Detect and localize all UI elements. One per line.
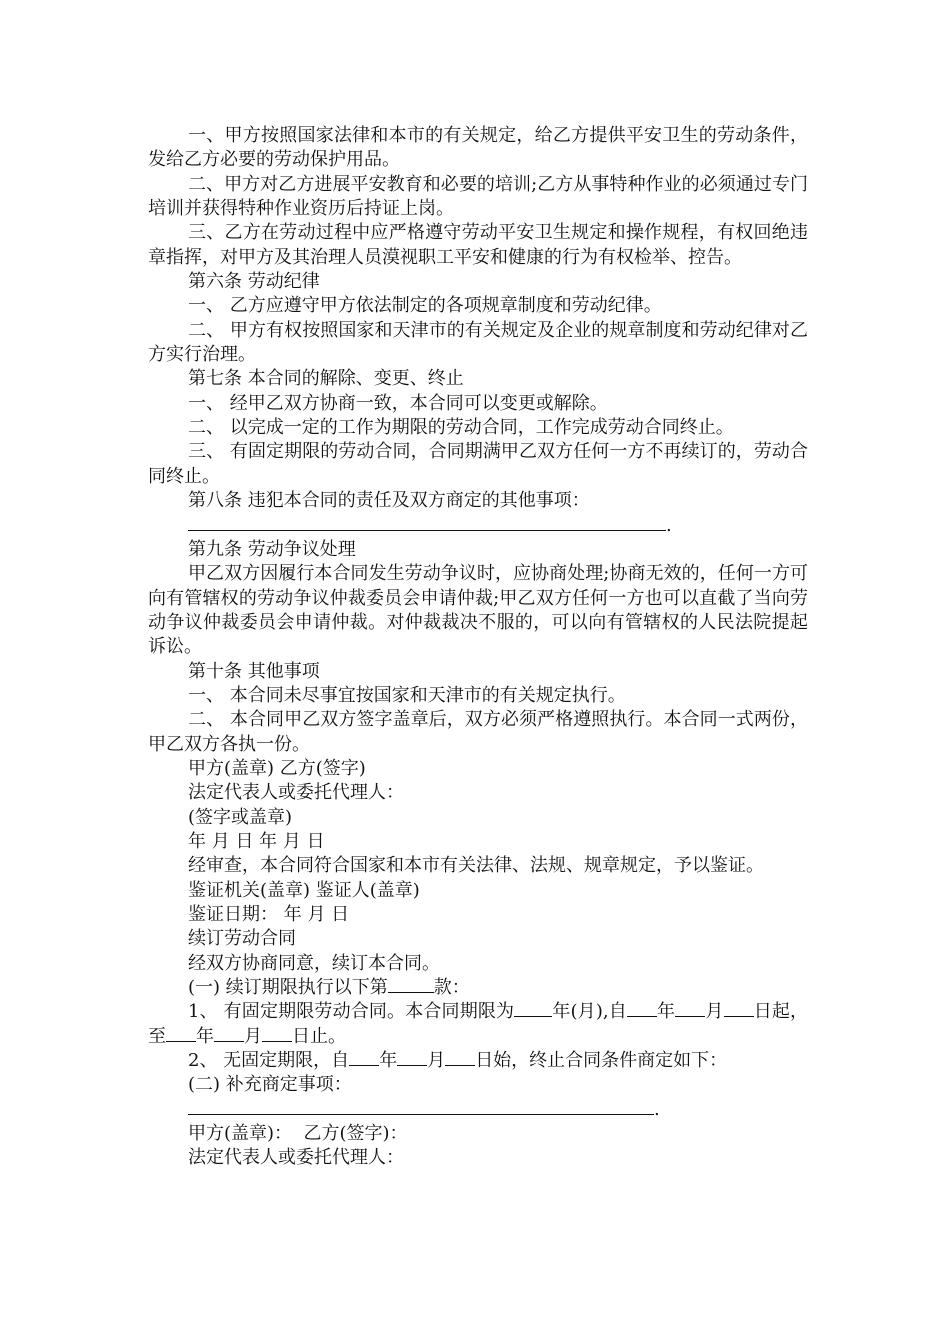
blank-underline — [445, 1049, 475, 1066]
blank-underline — [349, 1049, 379, 1066]
authentication-parties: 鉴证机关(盖章) 鉴证人(盖章) — [188, 879, 420, 901]
supplement-item: (二) 补充商定事项： — [188, 1074, 352, 1096]
article-10-heading: 第十条 其他事项 — [188, 660, 320, 682]
contract-body — [148, 124, 808, 1171]
renewal-signature-parties: 甲方(盖章)： 乙方(签字)： — [188, 1123, 408, 1145]
line-end-period: . — [654, 1098, 660, 1120]
renewal-heading: 续订劳动合同 — [188, 928, 296, 950]
fixed-term-option — [148, 1000, 808, 1049]
text: 年(月),自 — [552, 1001, 627, 1023]
blank-underline — [675, 1000, 705, 1017]
article-8-heading: 第八条 违犯本合同的责任及双方商定的其他事项： — [188, 490, 590, 512]
fill-in-line — [148, 514, 808, 538]
blank-underline — [514, 1000, 552, 1017]
blank-underline — [724, 1000, 754, 1017]
clause-paragraph: 一、 乙方应遵守甲方依法制定的各项规章制度和劳动纪律。 — [188, 295, 662, 317]
article-6-heading: 第六条 劳动纪律 — [188, 271, 320, 293]
line-end-period: . — [666, 514, 672, 536]
blank-underline — [262, 1025, 292, 1042]
text: 月 — [427, 1050, 446, 1072]
text: 月 — [705, 1001, 724, 1023]
review-statement: 经审查，本合同符合国家和本市有关法律、法规、规章规定，予以鉴证。 — [188, 855, 764, 877]
clause-paragraph: 三、乙方在劳动过程中应严格遵守劳动平安卫生规定和操作规程，有权回绝违章指挥，对甲方及其治理人员漠视职工平安和健康的行为有权检举、控告。 — [148, 222, 808, 268]
signature-dates: 年 月 日 年 月 日 — [188, 830, 325, 852]
article-9-heading: 第九条 劳动争议处理 — [188, 538, 356, 560]
blank-underline — [397, 1049, 427, 1066]
renewal-agreement: 经双方协商同意，续订本合同。 — [188, 952, 440, 974]
clause-paragraph: 二、 以完成一定的工作为期限的劳动合同，工作完成劳动合同终止。 — [188, 417, 734, 439]
clause-paragraph: 二、甲方对乙方进展平安教育和必要的培训;乙方从事特种作业的必须通过专门培训并获得特种作业资历后持证上岗。 — [148, 173, 808, 220]
clause-paragraph: 二、 本合同甲乙双方签字盖章后，双方必须严格遵照执行。本合同一式两份，甲乙双方各执一份。 — [148, 709, 808, 755]
text: (一) 续订期限执行以下第 — [188, 977, 388, 999]
blank-underline — [214, 1025, 244, 1042]
text: 月 — [244, 1025, 262, 1047]
clause-paragraph: 一、 本合同未尽事宜按国家和天津市的有关规定执行。 — [188, 684, 626, 706]
text: 年 — [656, 1001, 676, 1023]
text: 2、 无固定期限，自 — [188, 1050, 350, 1072]
clause-paragraph: 二、 甲方有权按照国家和天津市的有关规定及企业的规章制度和劳动纪律对乙方实行治理。 — [148, 319, 808, 366]
signature-parties: 甲方(盖章) 乙方(签字) — [188, 757, 366, 779]
article-7-heading: 第七条 本合同的解除、变更、终止 — [188, 368, 464, 390]
text: 日起，至 — [148, 1001, 809, 1047]
text: 年 — [379, 1050, 398, 1072]
text: 年 — [196, 1025, 214, 1047]
renewal-representative-label: 法定代表人或委托代理人： — [188, 1147, 404, 1169]
representative-label: 法定代表人或委托代理人： — [188, 782, 404, 804]
text: 日始，终止合同条件商定如下： — [475, 1050, 728, 1072]
text: 1、 有固定期限劳动合同。本合同期限为 — [188, 1001, 515, 1023]
blank-underline — [188, 1098, 654, 1115]
clause-paragraph: 三、 有固定期限的劳动合同，合同期满甲乙双方任何一方不再续订的，劳动合同终止。 — [148, 441, 808, 487]
fill-in-line — [148, 1098, 808, 1122]
sign-or-seal: (签字或盖章) — [188, 806, 293, 828]
authentication-date: 鉴证日期： 年 月 日 — [188, 904, 350, 925]
open-term-option — [148, 1049, 808, 1073]
blank-underline — [627, 1000, 657, 1017]
blank-underline — [166, 1025, 196, 1042]
clause-paragraph: 一、 经甲乙双方协商一致，本合同可以变更或解除。 — [188, 392, 608, 414]
text: 日止。 — [292, 1025, 346, 1047]
renewal-term-item — [148, 976, 808, 1000]
blank-underline — [188, 514, 666, 531]
blank-underline — [388, 976, 434, 993]
clause-paragraph: 一、甲方按照国家法律和本市的有关规定，给乙方提供平安卫生的劳动条件，发给乙方必要的劳动保护用品。 — [148, 125, 808, 171]
clause-paragraph: 甲乙双方因履行本合同发生劳动争议时，应协商处理;协商无效的，任何一方可向有管辖权的劳动争议仲裁委员会申请仲裁;甲乙双方任何一方也可以直截了当向劳动争议仲裁委员会申请仲裁。对仲裁裁决不服的，可以向有管辖权的人民法院提起诉讼。 — [148, 563, 808, 658]
text: 款： — [433, 977, 470, 999]
